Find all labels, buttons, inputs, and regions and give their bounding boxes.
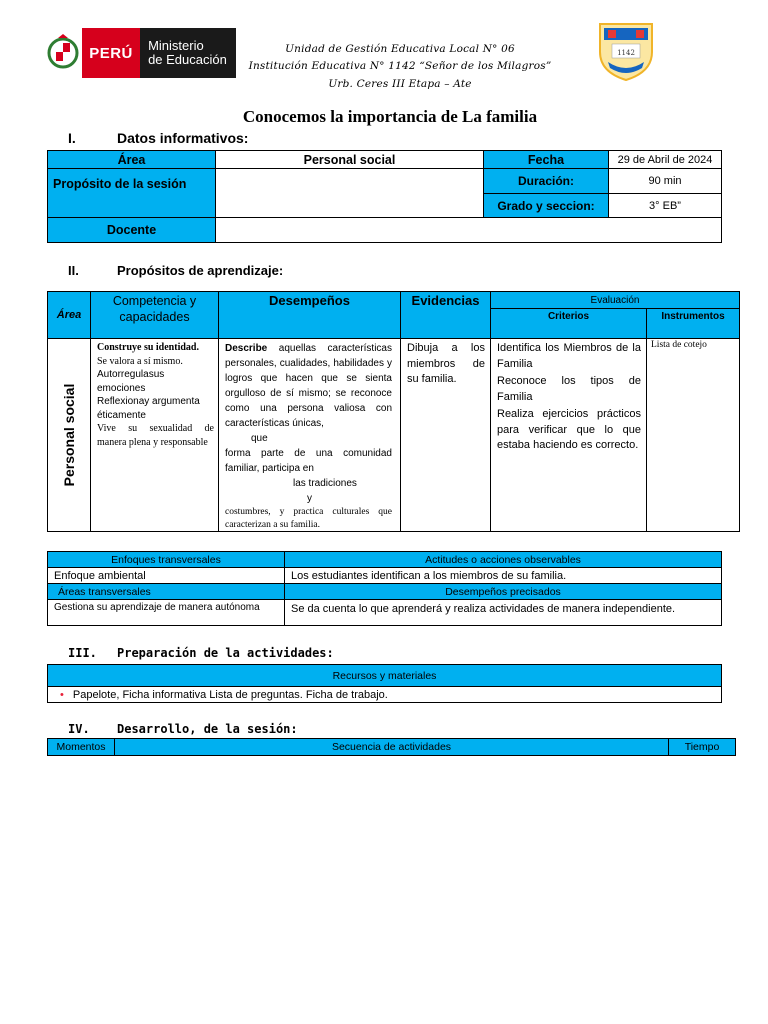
grado-value: 3° EB” bbox=[609, 194, 722, 218]
logo-ministry-line2: de Educación bbox=[148, 52, 227, 67]
section-2-heading: Propósitos de aprendizaje: bbox=[117, 263, 284, 278]
area-label: Área bbox=[48, 151, 216, 169]
col-criterios-header: Criterios bbox=[491, 309, 647, 339]
capacidad-1: Se valora a sí mismo. bbox=[97, 355, 183, 367]
duracion-label: Duración: bbox=[484, 169, 609, 194]
section-1-heading: Datos informativos: bbox=[117, 130, 249, 146]
desempeno-text-1: aquellas características personales, cualidades, habilidades y logros que hacen que se sienta orgulloso de sí mismo; se reconoce como una persona valiosa con características únicas, bbox=[225, 343, 392, 429]
area-transversal-value: Gestiona su aprendizaje de manera autónoma bbox=[48, 600, 285, 626]
criterio-2: Reconoce los tipos de Familia bbox=[497, 375, 641, 403]
minedu-logo bbox=[44, 28, 236, 78]
desarrollo-table bbox=[47, 738, 736, 756]
desempenos-precisados-header: Desempeños precisados bbox=[285, 584, 722, 600]
capacidad-2: Autorregulasus emociones bbox=[97, 369, 165, 394]
proposito-value bbox=[216, 169, 484, 218]
section-4-number: IV. bbox=[68, 722, 90, 736]
peru-shield-emblem bbox=[44, 28, 82, 78]
col-area-header: Área bbox=[48, 292, 91, 339]
page-title: Conocemos la importancia de La familia bbox=[242, 107, 538, 126]
section-3-number: III. bbox=[68, 646, 97, 660]
criterio-1: Identifica los Miembros de la Familia bbox=[497, 342, 641, 370]
desempeno-text-6: costumbres, y practica culturales que caracterizan a su familia. bbox=[225, 507, 392, 530]
actitudes-header: Actitudes o acciones observables bbox=[285, 552, 722, 568]
fecha-value: 29 de Abril de 2024 bbox=[609, 151, 722, 169]
row-desempenos-cell bbox=[219, 339, 401, 532]
school-crest-icon bbox=[594, 20, 658, 82]
row-area-vertical-label: Personal social bbox=[61, 383, 77, 487]
recursos-text: Papelote, Ficha informativa Lista de preguntas. Ficha de trabajo. bbox=[72, 688, 388, 701]
desempeno-text-5: y bbox=[307, 493, 312, 504]
duracion-value: 90 min bbox=[609, 169, 722, 194]
docente-value bbox=[216, 218, 722, 243]
row-instrumentos-cell: Lista de cotejo bbox=[647, 339, 740, 532]
desempeno-precisado-value: Se da cuenta lo que aprenderá y realiza actividades de manera independiente. bbox=[285, 600, 722, 626]
col-evaluacion-header: Evaluación bbox=[491, 292, 740, 309]
section-2-number: II. bbox=[68, 263, 79, 278]
section-1-number: I. bbox=[68, 130, 76, 146]
capacidad-3: Reflexionay argumenta éticamente bbox=[97, 396, 200, 421]
fecha-label: Fecha bbox=[484, 151, 609, 169]
section-3-heading: Preparación de la actividades: bbox=[117, 646, 334, 660]
section-4-heading: Desarrollo, de la sesión: bbox=[117, 722, 298, 736]
recursos-header: Recursos y materiales bbox=[48, 665, 722, 687]
recursos-item bbox=[48, 687, 722, 703]
logo-country-text: PERÚ bbox=[89, 44, 133, 62]
bullet-icon: • bbox=[60, 688, 64, 701]
actitud-value: Los estudiantes identifican a los miembros de su familia. bbox=[285, 568, 722, 584]
proposito-label: Propósito de la sesión bbox=[48, 169, 216, 218]
propositos-table bbox=[47, 291, 740, 532]
enfoques-header: Enfoques transversales bbox=[48, 552, 285, 568]
recursos-table bbox=[47, 664, 722, 703]
peru-red-block bbox=[82, 28, 140, 78]
desempeno-text-4: las tradiciones bbox=[293, 478, 357, 489]
col-evidencias-header: Evidencias bbox=[401, 292, 491, 339]
capacidad-4: Vive su sexualidad de manera plena y responsable bbox=[97, 423, 214, 448]
row-evidencias-cell: Dibuja a los miembros de su familia. bbox=[401, 339, 491, 532]
areas-transversales-header: Áreas transversales bbox=[48, 584, 285, 600]
logo-ministry-line1: Ministerio bbox=[148, 38, 204, 53]
header-line-1: Unidad de Gestión Educativa Local N° 06 bbox=[285, 43, 515, 55]
tiempo-header: Tiempo bbox=[669, 739, 736, 756]
col-desempenos-header: Desempeños bbox=[219, 292, 401, 339]
row-area-cell bbox=[48, 339, 91, 532]
header-line-2: Institución Educativa N° 1142 “Señor de los Milagros” bbox=[248, 60, 552, 72]
secuencia-header: Secuencia de actividades bbox=[115, 739, 669, 756]
competencia-title: Construye su identidad. bbox=[97, 342, 199, 353]
desempeno-lead: Describe bbox=[225, 343, 268, 354]
col-competencia-header: Competencia y capacidades bbox=[91, 292, 219, 339]
desempeno-text-2: que bbox=[251, 433, 268, 444]
row-criterios-cell bbox=[491, 339, 647, 532]
criterio-3: Realiza ejercicios prácticos para verificar que lo que estaba haciendo es correcto. bbox=[497, 408, 641, 451]
crest-number: 1142 bbox=[617, 49, 635, 57]
col-instrumentos-header: Instrumentos bbox=[647, 309, 740, 339]
datos-informativos-table bbox=[47, 150, 722, 243]
grado-label: Grado y seccion: bbox=[484, 194, 609, 218]
header-line-3: Urb. Ceres III Etapa – Ate bbox=[328, 78, 472, 90]
area-value: Personal social bbox=[216, 151, 484, 169]
enfoque-value: Enfoque ambiental bbox=[48, 568, 285, 584]
enfoques-table bbox=[47, 551, 722, 626]
momentos-header: Momentos bbox=[48, 739, 115, 756]
desempeno-text-3: forma parte de una comunidad familiar, participa en bbox=[225, 448, 392, 474]
row-competencia-cell bbox=[91, 339, 219, 532]
docente-label: Docente bbox=[48, 218, 216, 243]
